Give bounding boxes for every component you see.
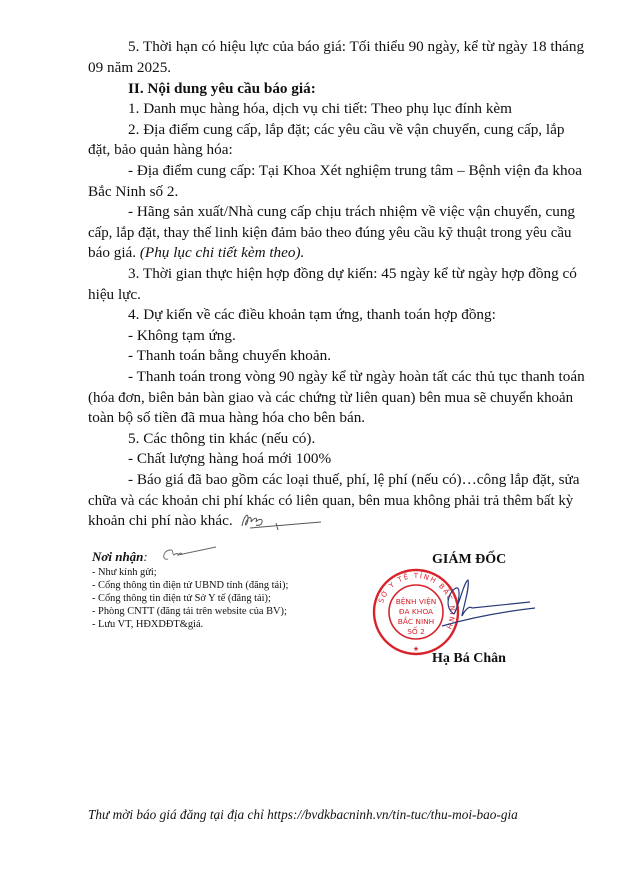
item-5: 5. Các thông tin khác (nếu có). bbox=[128, 430, 316, 447]
item-4: 4. Dự kiến về các điều khoản tạm ứng, thanh toán hợp đồng: bbox=[128, 306, 496, 323]
director-signature-icon bbox=[440, 578, 540, 638]
bank-transfer: - Thanh toán bằng chuyển khoản. bbox=[128, 347, 332, 364]
signer-name: Hạ Bá Chân bbox=[432, 651, 506, 666]
validity-line: 5. Thời hạn có hiệu lực của báo giá: Tối thiểu 90 ngày, kể từ ngày 18 tháng bbox=[128, 38, 585, 55]
stamp-line: BẮC NINH bbox=[397, 617, 435, 626]
no-advance: - Không tạm ứng. bbox=[128, 327, 236, 344]
delivery-location-cont: Bắc Ninh số 2. bbox=[88, 183, 179, 200]
item-3: 3. Thời gian thực hiện hợp đồng dự kiến: 45 ngày kể từ ngày hợp đồng có bbox=[128, 265, 577, 282]
recipients-initial-icon bbox=[160, 545, 220, 565]
recipients-title: Nơi nhận: bbox=[92, 549, 148, 564]
price-inclusion-cont: chữa và các khoản chi phí khác có liên quan, bên mua không phải trả thêm bất kỳ bbox=[88, 493, 574, 509]
supplier-responsibility-cont: cấp, lắp đặt, thay thế linh kiện đảm bảo theo đúng yêu cầu kỹ thuật trong yêu cầu bbox=[88, 225, 572, 241]
payment-terms: - Thanh toán trong vòng 90 ngày kể từ ngày hoàn tất các thủ tục thanh toán bbox=[128, 368, 585, 385]
item-1: 1. Danh mục hàng hóa, dịch vụ chi tiết: Theo phụ lục đính kèm bbox=[128, 100, 512, 117]
stamp-star-icon: ★ bbox=[412, 645, 420, 653]
recipient-item: - Như kính gửi; bbox=[92, 567, 157, 578]
recipient-item: - Phòng CNTT (đăng tải trên website của BV); bbox=[92, 606, 287, 617]
item-2: 2. Địa điểm cung cấp, lắp đặt; các yêu cầu về vận chuyển, cung cấp, lắp bbox=[128, 121, 565, 138]
initial-signature-icon bbox=[236, 510, 326, 534]
item-3-cont: hiệu lực. bbox=[88, 286, 141, 303]
director-title: GIÁM ĐỐC bbox=[432, 552, 507, 567]
stamp-line: SỐ 2 bbox=[407, 627, 425, 636]
supplier-responsibility-end bbox=[88, 243, 540, 263]
recipient-item: - Cổng thông tin điện tử UBND tỉnh (đăng tải); bbox=[92, 580, 289, 591]
footer-note: Thư mời báo giá đăng tại địa chỉ https://bvdkbacninh.vn/tin-tuc/thu-moi-bao-gia bbox=[88, 807, 518, 822]
quality-line: - Chất lượng hàng hoá mới 100% bbox=[128, 450, 332, 467]
stamp-line: BỆNH VIỆN bbox=[395, 597, 437, 606]
delivery-location: - Địa điểm cung cấp: Tại Khoa Xét nghiệm trung tâm – Bệnh viện đa khoa bbox=[128, 162, 582, 179]
recipient-item: - Lưu VT, HĐXDĐT&giá. bbox=[92, 619, 204, 630]
recipient-item: - Cổng thông tin điện tử Sở Y tế (đăng tải); bbox=[92, 593, 271, 604]
quote-text: báo giá. bbox=[88, 244, 137, 261]
price-inclusion-end: khoản chi phí nào khác. bbox=[88, 512, 233, 529]
payment-terms-end: toàn bộ số tiền đã mua hàng hóa cho bên bán. bbox=[88, 409, 366, 426]
validity-line-cont: 09 năm 2025. bbox=[88, 59, 172, 76]
appendix-note: (Phụ lục chi tiết kèm theo). bbox=[139, 244, 305, 261]
price-inclusion: - Báo giá đã bao gồm các loại thuế, phí, lệ phí (nếu có)…công lắp đặt, sửa bbox=[128, 471, 580, 488]
stamp-outer-text: SỞ Y TẾ TỈNH BẮC NINH bbox=[377, 571, 457, 632]
item-2-cont: đặt, bảo quản hàng hóa: bbox=[88, 141, 233, 158]
stamp-line: ĐA KHOA bbox=[398, 607, 434, 616]
payment-terms-cont: (hóa đơn, biên bản bàn giao và các chứng từ liên quan) bên mua sẽ chuyển khoản bbox=[88, 390, 574, 406]
supplier-responsibility: - Hãng sản xuất/Nhà cung cấp chịu trách nhiệm về việc vận chuyển, cung bbox=[128, 203, 576, 220]
section-heading: II. Nội dung yêu cầu báo giá: bbox=[128, 80, 316, 97]
